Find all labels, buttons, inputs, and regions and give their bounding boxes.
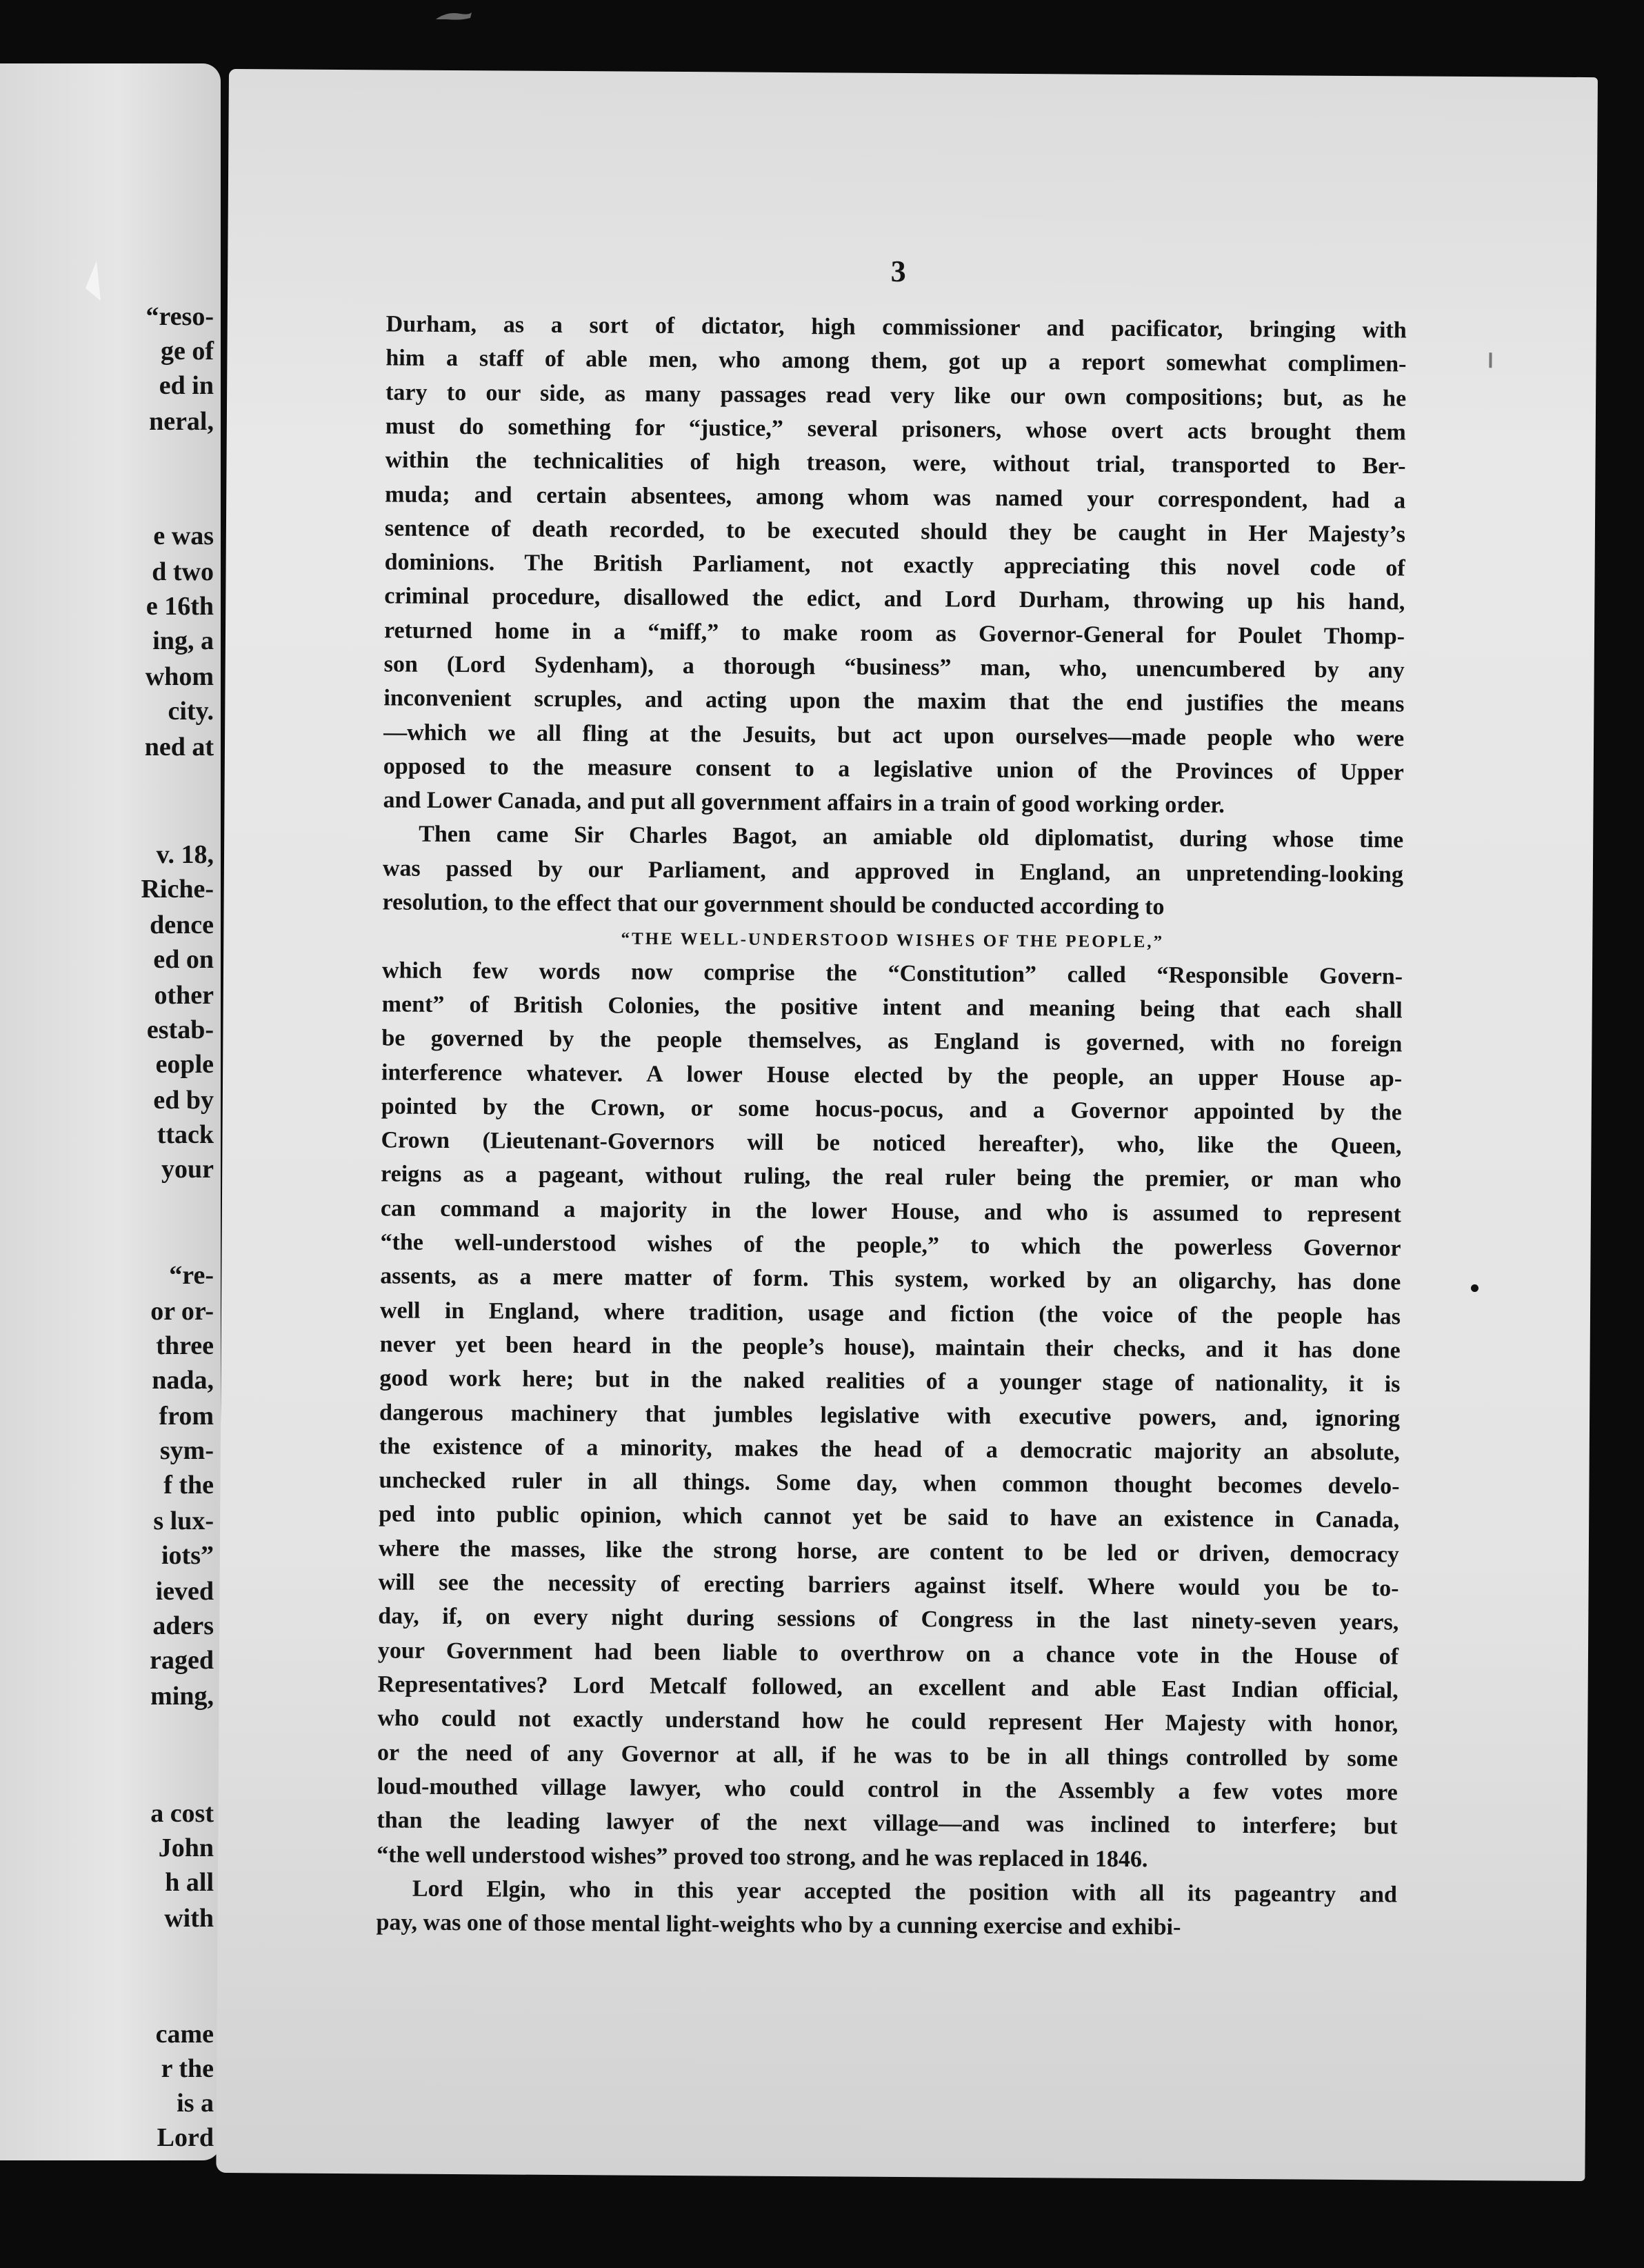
page-fold-mark xyxy=(81,261,102,302)
left-page-line: r the xyxy=(161,2054,214,2083)
body-text-line: than the leading lawyer of the next village—and was inclined to interfere; but xyxy=(377,1807,1398,1840)
body-text-line: Crown (Lieutenant-Governors will be noticed hereafter), who, like the Queen, xyxy=(381,1127,1402,1160)
body-text-line: be governed by the people themselves, as England is governed, with no foreign xyxy=(381,1025,1403,1057)
left-page-line: three xyxy=(156,1331,214,1360)
left-page-line: v. 18, xyxy=(156,840,214,869)
body-text-line: where the masses, like the strong horse, are content to be led or driven, democracy xyxy=(378,1535,1399,1568)
body-text-line: opposed to the measure consent to a legislative union of the Provinces of Upper xyxy=(383,753,1404,786)
body-text-line: Lord Elgin, who in this year accepted the position with all its pageantry and xyxy=(412,1876,1397,1908)
body-text-line: can command a majority in the lower House, and who is assumed to represent xyxy=(380,1195,1401,1228)
body-text-line: interference whatever. A lower House elected by the people, an upper House ap- xyxy=(381,1060,1403,1092)
main-page xyxy=(216,69,1598,2181)
left-page-line: from xyxy=(159,1402,214,1431)
body-text-line: —which we all fling at the Jesuits, but act upon ourselves—made people who were xyxy=(383,719,1405,752)
left-page-line: ed on xyxy=(153,945,214,974)
left-page-line: John xyxy=(158,1833,214,1862)
body-text-line: inconvenient scruples, and acting upon the maxim that the end justifies the means xyxy=(383,685,1405,717)
left-page-line: came xyxy=(155,2020,214,2049)
body-text-line: day, if, on every night during sessions of Congress in the last ninety-seven years, xyxy=(378,1603,1399,1635)
body-text-line: “the well understood wishes” proved too strong, and he was replaced in 1846. xyxy=(377,1842,1148,1873)
left-page-line: dence xyxy=(150,911,214,939)
body-text-line: “the well-understood wishes of the people,” to which the powerless Governor xyxy=(380,1229,1401,1262)
left-page-line: your xyxy=(161,1155,214,1184)
body-text-line: well in England, where tradition, usage and fiction (the voice of the people has xyxy=(379,1297,1401,1330)
body-text-line: within the technicalities of high treason, were, without trial, transported to Ber- xyxy=(385,447,1406,479)
left-page-line: h all xyxy=(165,1868,214,1897)
left-page-line: ming, xyxy=(150,1682,214,1711)
body-text-line: him a staff of able men, who among them, got up a report somewhat complimen- xyxy=(385,345,1407,377)
margin-mark xyxy=(1489,352,1492,368)
body-text-line: and Lower Canada, and put all government affairs in a train of good working order. xyxy=(383,787,1225,818)
ink-speck xyxy=(1471,1284,1478,1292)
left-page-line: ge of xyxy=(160,337,214,366)
body-text-line: criminal procedure, disallowed the edict, and Lord Durham, throwing up his hand, xyxy=(384,583,1405,615)
body-text-line: unchecked ruler in all things. Some day, when common thought becomes develo- xyxy=(379,1467,1400,1500)
body-text-line: good work here; but in the naked realities of a younger stage of nationality, it is xyxy=(379,1365,1401,1397)
body-text-line: ment” of British Colonies, the positive intent and meaning being that each shall xyxy=(381,991,1403,1024)
quoted-heading: “THE WELL-UNDERSTOOD WISHES OF THE PEOPLE,” xyxy=(621,929,1165,952)
body-text-line: will see the necessity of erecting barriers against itself. Where would you be to- xyxy=(378,1569,1399,1602)
body-text-line: dominions. The British Parliament, not exactly appreciating this novel code of xyxy=(384,549,1405,581)
body-text-line: who could not exactly understand how he could represent Her Majesty with honor, xyxy=(377,1705,1399,1738)
left-page-line: Lord xyxy=(157,2123,214,2152)
left-page-fragment xyxy=(0,63,221,2160)
left-page-line: eople xyxy=(155,1050,214,1079)
body-text-line: your Government had been liable to overthrow on a chance vote in the House of xyxy=(377,1638,1399,1670)
left-page-line: a cost xyxy=(150,1799,214,1828)
body-text-line: muda; and certain absentees, among whom was named your correspondent, had a xyxy=(385,481,1406,514)
left-page-line: “reso- xyxy=(146,302,214,331)
body-text-line: must do something for “justice,” several prisoners, whose overt acts brought them xyxy=(385,413,1406,446)
body-text-line: son (Lord Sydenham), a thorough “business” man, who, unencumbered by any xyxy=(383,651,1405,684)
body-text-line: ped into public opinion, which cannot yet be said to have an existence in Canada, xyxy=(379,1501,1400,1533)
body-text-line: Then came Sir Charles Bagot, an amiable old diplomatist, during whose time xyxy=(419,821,1404,853)
left-page-line: estab- xyxy=(146,1015,214,1044)
body-text-line: the existence of a minority, makes the head of a democratic majority an absolute, xyxy=(379,1433,1400,1466)
left-page-line: nada, xyxy=(152,1366,214,1395)
left-page-line: aders xyxy=(152,1611,214,1640)
body-text-line: never yet been heard in the people’s house), maintain their checks, and it has done xyxy=(379,1331,1401,1364)
left-page-line: e was xyxy=(153,521,214,550)
left-page-line: ed by xyxy=(153,1086,214,1115)
body-text-line: sentence of death recorded, to be executed should they be caught in Her Majesty’s xyxy=(384,515,1406,548)
body-text-line: which few words now comprise the “Constitution” called “Responsible Govern- xyxy=(381,957,1403,990)
left-page-line: ned at xyxy=(144,733,214,762)
left-page-line: sym- xyxy=(159,1436,214,1465)
left-page-line: whom xyxy=(145,662,214,691)
body-text-line: assents, as a mere matter of form. This system, worked by an oligarchy, has done xyxy=(380,1263,1401,1295)
body-text-line: resolution, to the effect that our government should be conducted according to xyxy=(382,889,1165,920)
body-text-line: pointed by the Crown, or some hocus-pocus, and a Governor appointed by the xyxy=(381,1093,1402,1126)
body-text-line: pay, was one of those mental light-weights who by a cunning exercise and exhibi- xyxy=(376,1909,1181,1940)
body-text-line: loud-mouthed village lawyer, who could control in the Assembly a few votes more xyxy=(377,1773,1398,1806)
left-page-line: “re- xyxy=(169,1261,214,1290)
left-page-line: raged xyxy=(150,1646,214,1675)
left-page-line: other xyxy=(154,981,214,1010)
left-page-line: e 16th xyxy=(146,592,214,621)
left-page-line: s lux- xyxy=(153,1506,214,1535)
left-page-line: Riche- xyxy=(141,875,214,904)
left-page-line: ing, a xyxy=(152,626,214,655)
body-text-line: Durham, as a sort of dictator, high commissioner and pacificator, bringing with xyxy=(385,311,1407,344)
body-text-line: returned home in a “miff,” to make room as Governor-General for Poulet Thomp- xyxy=(383,617,1405,650)
body-text-line: Representatives? Lord Metcalf followed, an excellent and able East Indian official, xyxy=(377,1671,1399,1704)
left-page-line: ttack xyxy=(157,1120,214,1149)
left-page-line: f the xyxy=(163,1471,214,1500)
body-text-line: tary to our side, as many passages read very like our own compositions; but, as he xyxy=(385,379,1407,412)
left-page-line: or or- xyxy=(150,1297,214,1326)
scan-smudge xyxy=(433,10,474,23)
left-page-line: ed in xyxy=(159,371,214,400)
left-page-line: neral, xyxy=(149,407,214,436)
page-number: 3 xyxy=(890,254,906,289)
body-text-line: or the need of any Governor at all, if he was to be in all things controlled by some xyxy=(377,1740,1399,1772)
body-text-line: was passed by our Parliament, and approved in England, an unpretending-looking xyxy=(382,855,1404,888)
left-page-line: city. xyxy=(168,697,214,726)
left-page-line: ieved xyxy=(155,1577,214,1606)
left-page-line: iots” xyxy=(161,1541,214,1570)
body-text-line: reigns as a pageant, without ruling, the real ruler being the premier, or man who xyxy=(381,1161,1402,1193)
left-page-line: d two xyxy=(152,557,214,586)
left-page-line: is a xyxy=(177,2089,214,2118)
left-page-line: with xyxy=(164,1904,214,1933)
body-text-line: dangerous machinery that jumbles legislative with executive powers, and, ignoring xyxy=(379,1400,1401,1432)
